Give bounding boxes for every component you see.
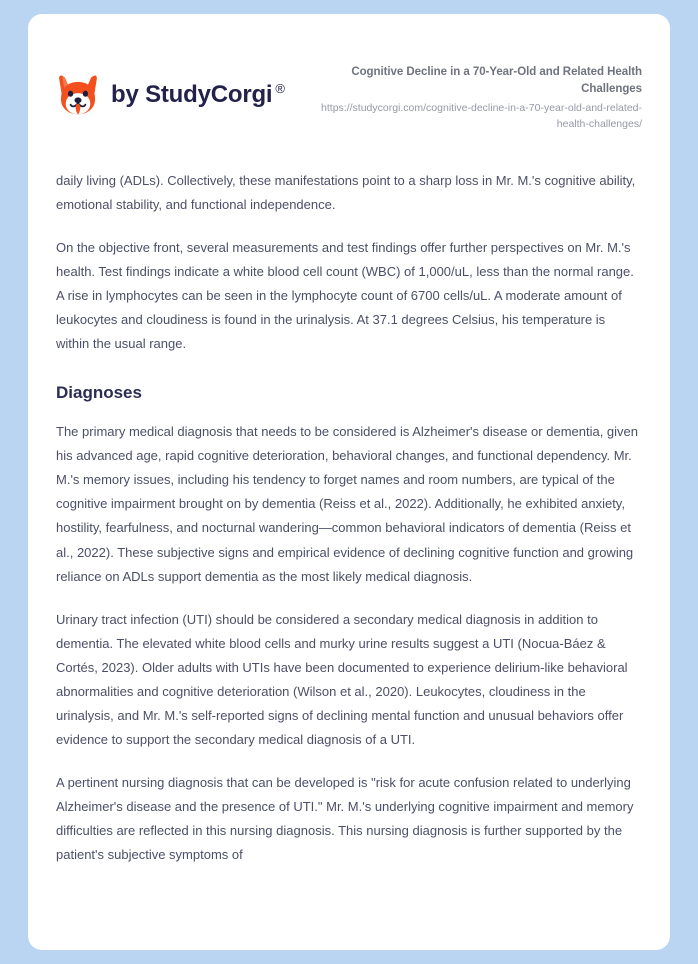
header-body-spacer	[28, 133, 670, 169]
brand-logo-group	[56, 62, 285, 116]
brand-name: by StudyCorgi	[111, 81, 273, 108]
document-title: Cognitive Decline in a 70-Year-Old and Related Health Challenges	[351, 66, 642, 95]
brand-wordmark	[111, 81, 285, 109]
registered-trademark-icon: ®	[275, 81, 285, 96]
paragraph-adls: daily living (ADLs). Collectively, these manifestations point to a sharp loss in Mr. M.'s cognitive ability, emotional stability, and functional independence.	[56, 172, 636, 212]
document-body	[28, 169, 670, 867]
paragraph-nursing-diagnosis: A pertinent nursing diagnosis that can be developed is "risk for acute confusion related to underlying Alzheimer's disease and the presence of UTI." Mr. M.'s underlying cognitive impairment and memory difficulties are reflected in this nursing diagnosis. This nursing diagnosis is further supported by the patient's subjective symptoms of	[56, 774, 634, 863]
header-meta	[302, 62, 642, 133]
paragraph-secondary-diagnosis: Urinary tract infection (UTI) should be considered a secondary medical diagnosis in addition to dementia. The elevated white blood cells and murky urine results suggest a UTI (Nocua-Báez & Cortés, 2023). Older adults with UTIs have been documented to experience delirium-like behavioral abnormalities and cognitive deterioration (Wilson et al., 2020). Leukocytes, cloudiness in the urinalysis, and Mr. M.'s self-reported signs of declining mental function and unusual behaviors offer evidence to support the secondary medical diagnosis of a UTI.	[56, 611, 628, 747]
paragraph-objective-findings: On the objective front, several measurements and test findings offer further perspectives on Mr. M.'s health. Test findings indicate a white blood cell count (WBC) of 1,000/uL, less than the normal range. A rise in lymphocytes can be seen in the lymphocyte count of 6700 cells/uL. A moderate amount of leukocytes and cloudiness is found in the urinalysis. At 37.1 degrees Celsius, his temperature is within the usual range.	[56, 239, 634, 352]
document-header	[28, 14, 670, 133]
section-heading-diagnoses: Diagnoses	[56, 383, 142, 403]
paragraph-primary-diagnosis: The primary medical diagnosis that needs to be considered is Alzheimer's disease or dementia, given his advanced age, rapid cognitive deterioration, behavioral changes, and functional dependency. Mr. M.'s memory issues, including his tendency to forget names and room numbers, are typical of the cognitive impairment brought on by dementia (Reiss et al., 2022). Additionally, he exhibited anxiety, hostility, fearfulness, and nocturnal wandering—common behavioral indicators of dementia (Reiss et al., 2022). These subjective signs and empirical evidence of declining cognitive function and growing reliance on ADLs support dementia as the most likely medical diagnosis.	[56, 424, 639, 584]
document-source-url[interactable]: https://studycorgi.com/cognitive-decline-in-a-70-year-old-and-related-health-challenges/	[321, 102, 642, 131]
corgi-face-logo-icon	[56, 74, 100, 116]
document-page	[28, 14, 670, 950]
